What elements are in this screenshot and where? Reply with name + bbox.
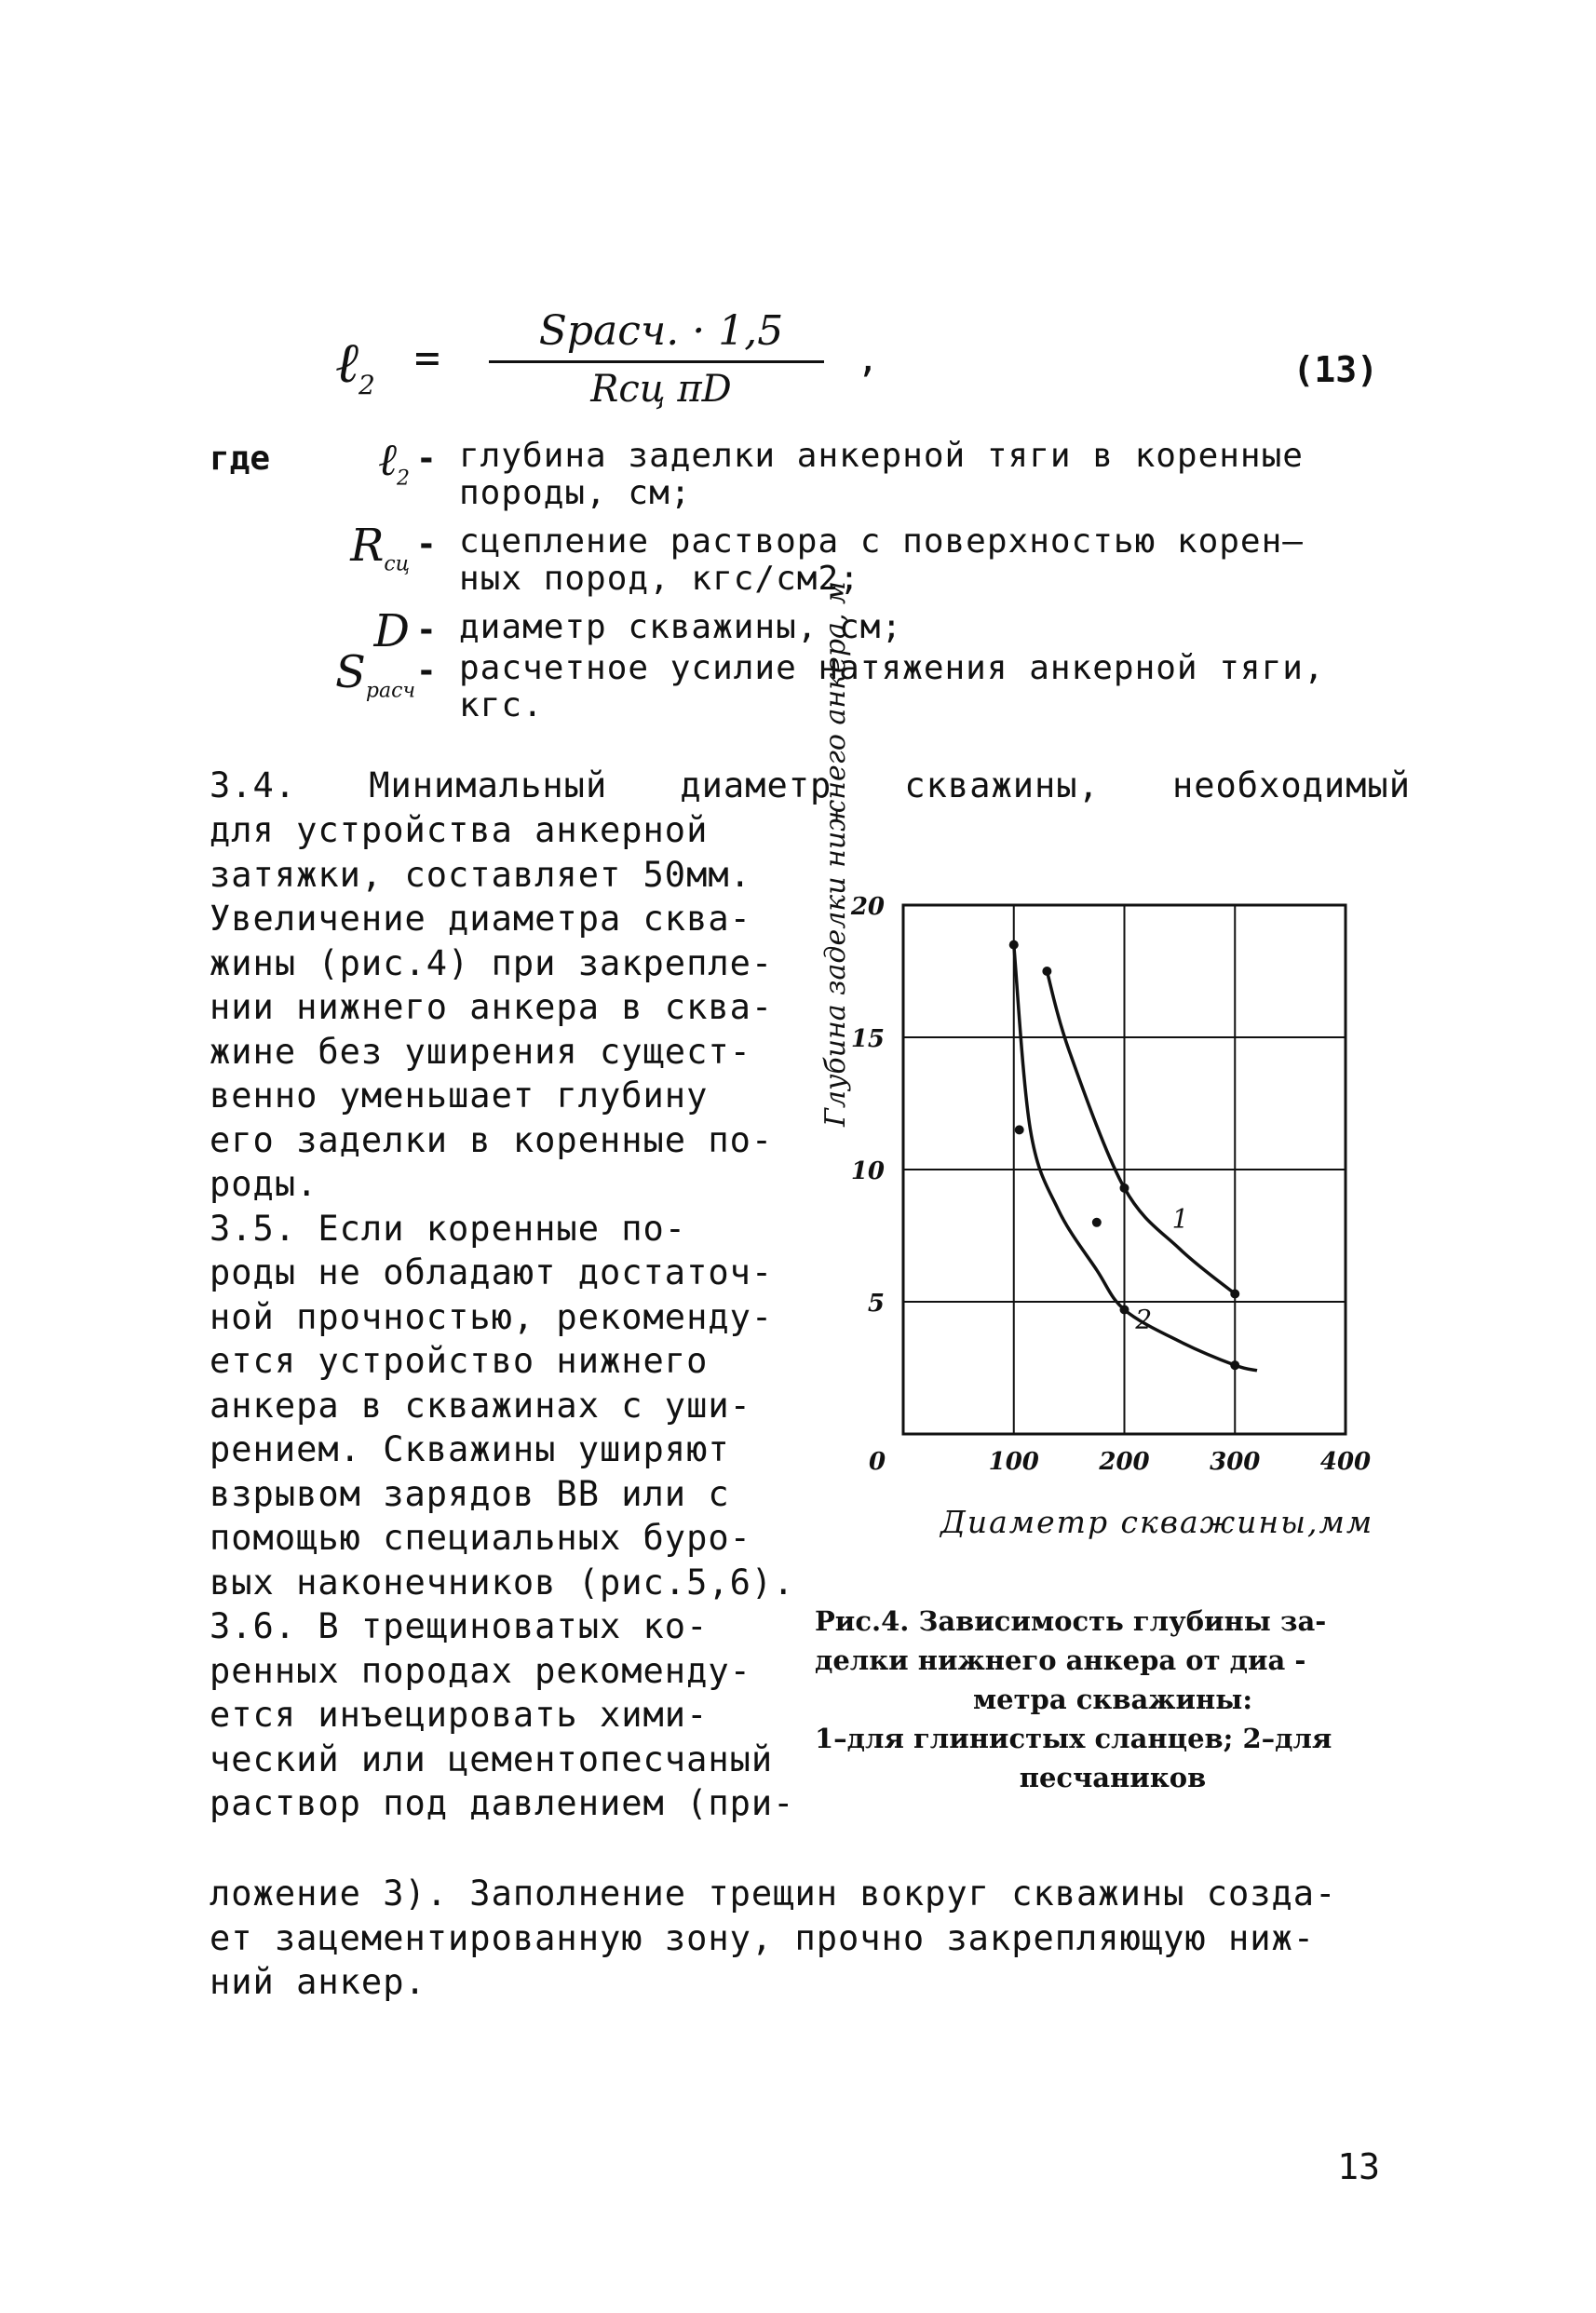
- text-line: 3.6. В трещиноватых ко-: [210, 1606, 709, 1646]
- definition-dash: -: [416, 525, 437, 563]
- definition-dash: -: [416, 652, 437, 690]
- text-line: ний анкер.: [210, 1962, 426, 2002]
- data-point-1: [1120, 1184, 1129, 1193]
- text-line: раствор под давлением (при-: [210, 1783, 795, 1823]
- where-label: где: [210, 440, 271, 478]
- formula-numerator: Sрасч. · 1,5: [538, 307, 784, 355]
- chart-y-label: Глубина заделки нижнего анкера, м: [819, 581, 852, 1127]
- text-line: жине без уширения сущест-: [210, 1031, 751, 1072]
- definition-symbol: $R_{сц}$: [350, 520, 410, 576]
- definition-symbol: $S_{расч}$: [335, 646, 416, 703]
- formula-denominator: Rсц πD: [590, 368, 732, 411]
- definition-text: глубина заделки анкерной тяги в коренные породы, см;: [459, 437, 1304, 512]
- text-line: взрывом зарядов ВВ или с: [210, 1473, 730, 1514]
- data-point-2: [1009, 940, 1019, 950]
- definition-symbol: ℓ$_2$: [378, 434, 410, 491]
- definition-symbol: D: [373, 605, 410, 657]
- text-line: Увеличение диаметра сква-: [210, 899, 751, 939]
- caption-line: песчаников: [1019, 1762, 1207, 1793]
- definition-text: сцепление раствора с поверхностью корен– ных пород, кгс/см2;: [459, 522, 1304, 598]
- text-line: роды не обладают достаточ-: [210, 1252, 774, 1292]
- text-line: нии нижнего анкера в сква-: [210, 987, 774, 1027]
- y-tick-label: 10: [850, 1157, 885, 1185]
- definition-text: расчетное усилие натяжения анкерной тяги, кгс.: [459, 649, 1325, 724]
- data-point-2: [1015, 1125, 1024, 1134]
- series-label: 1: [1171, 1203, 1189, 1235]
- data-point-2: [1092, 1218, 1102, 1227]
- text-line: помощью специальных буро-: [210, 1518, 751, 1558]
- text-line: ложение 3). Заполнение трещин вокруг скважины созда-: [210, 1873, 1337, 1914]
- text-line: для устройства анкерной: [210, 810, 709, 850]
- page-number: 13: [1337, 2146, 1380, 2187]
- y-tick-label: 20: [850, 894, 885, 921]
- formula-number: (13): [1292, 349, 1378, 390]
- body-left-column: [210, 808, 805, 1826]
- x-tick-label: 100: [988, 1448, 1039, 1476]
- text-line: роды.: [210, 1164, 318, 1204]
- data-point-2: [1230, 1360, 1239, 1370]
- chart-x-label: Диаметр скважины,мм: [940, 1504, 1374, 1540]
- figure-4-caption: [815, 1602, 1411, 1797]
- definition-item: [210, 434, 1383, 512]
- text-line: жины (рис.4) при закрепле-: [210, 942, 774, 983]
- data-point-1: [1042, 967, 1051, 976]
- definition-text: диаметр скважины, см;: [459, 608, 903, 646]
- data-point-1: [1230, 1289, 1239, 1298]
- text-line: его заделки в коренные по-: [210, 1119, 774, 1160]
- formula-13: [335, 307, 1378, 419]
- x-tick-label: 400: [1319, 1448, 1372, 1476]
- definition-dash: -: [416, 611, 437, 649]
- formula-lhs: ℓ$_2$: [335, 331, 375, 400]
- definitions-list: [210, 434, 1383, 724]
- formula-equals: =: [414, 332, 440, 383]
- formula-comma: ,: [857, 338, 880, 381]
- y-tick-label: 15: [850, 1025, 885, 1053]
- paragraph-3-4-heading: 3.4. Минимальный диаметр скважины, необходимый: [210, 765, 1411, 805]
- x-tick-label: 200: [1099, 1448, 1150, 1476]
- x-tick-label: 300: [1210, 1448, 1261, 1476]
- text-line: ренных породах рекоменду-: [210, 1650, 751, 1691]
- text-line: ческий или цементопесчаный: [210, 1738, 774, 1779]
- x-tick-label: 0: [868, 1448, 886, 1476]
- text-line: вых наконечников (рис.5,6).: [210, 1562, 795, 1603]
- text-line: анкера в скважинах с уши-: [210, 1385, 751, 1426]
- text-line: ется устройство нижнего: [210, 1341, 709, 1381]
- text-line: венно уменьшает глубину: [210, 1075, 709, 1116]
- caption-line: Рис.4. Зависимость глубины за-: [815, 1605, 1327, 1637]
- definition-item: [210, 605, 1383, 657]
- text-line: 3.5. Если коренные по-: [210, 1208, 687, 1249]
- text-line: ет зацементированную зону, прочно закрепляющую ниж-: [210, 1917, 1316, 1958]
- definition-item: [210, 520, 1383, 598]
- data-point-2: [1120, 1305, 1129, 1315]
- chart-svg: [810, 894, 1415, 1499]
- caption-line: делки нижнего анкера от диа -: [815, 1644, 1306, 1676]
- text-line: ной прочностью, рекоменду-: [210, 1296, 774, 1337]
- series-line-1: [1047, 971, 1235, 1293]
- text-line: затяжки, составляет 50мм.: [210, 854, 751, 895]
- y-tick-label: 5: [867, 1290, 885, 1318]
- text-line: рением. Скважины уширяют: [210, 1429, 730, 1469]
- caption-line: метра скважины:: [972, 1684, 1253, 1715]
- text-line: ется инъецировать хими-: [210, 1695, 709, 1735]
- definition-dash: -: [416, 440, 437, 478]
- series-label: 2: [1135, 1304, 1153, 1335]
- caption-line: 1–для глинистых сланцев; 2–для: [815, 1723, 1332, 1754]
- fraction-bar: [489, 360, 824, 363]
- body-bottom-text: [210, 1872, 1411, 2005]
- definition-item: [210, 646, 1383, 724]
